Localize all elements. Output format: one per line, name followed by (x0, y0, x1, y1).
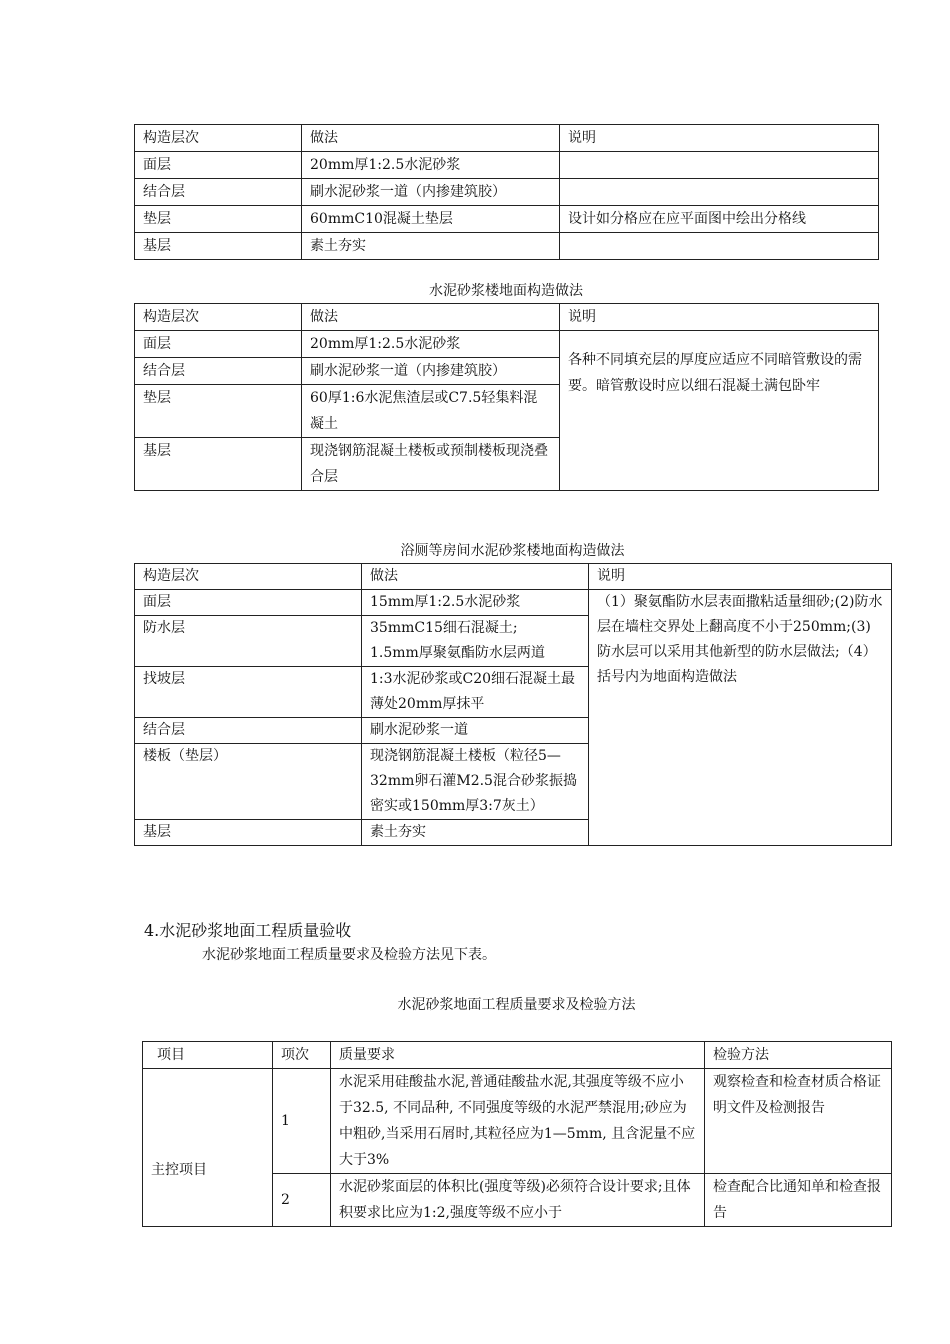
table-cell: 20mm厚1:2.5水泥砂浆 (302, 331, 560, 358)
table-cell: 60厚1:6水泥焦渣层或C7.5轻集料混凝土 (302, 385, 560, 438)
header-cell: 质量要求 (331, 1042, 705, 1069)
table-cell: 现浇钢筋混凝土楼板或预制楼板现浇叠合层 (302, 438, 560, 491)
table-header-row (135, 304, 879, 331)
table-row (135, 331, 879, 358)
header-cell: 构造层次 (135, 564, 362, 590)
table-cell: 防水层 (135, 616, 362, 667)
table-cell: 垫层 (135, 206, 302, 233)
note-cell: 各种不同填充层的厚度应适应不同暗管敷设的需要。暗管敷设时应以细石混凝土满包卧牢 (560, 331, 879, 491)
header-cell: 项目 (143, 1042, 273, 1069)
table-cell: 垫层 (135, 385, 302, 438)
table-cell: 基层 (135, 233, 302, 260)
table-cell: 检查配合比通知单和检查报告 (705, 1174, 892, 1227)
table-cell: 基层 (135, 438, 302, 491)
table-caption: 浴厕等房间水泥砂浆楼地面构造做法 (400, 543, 625, 559)
table-caption: 水泥砂浆地面工程质量要求及检验方法 (397, 997, 636, 1013)
layer-table-3 (134, 563, 892, 846)
section-heading: 4.水泥砂浆地面工程质量验收 (144, 921, 352, 940)
header-cell: 说明 (589, 564, 892, 590)
table-cell: 基层 (135, 820, 362, 846)
table-cell: 15mm厚1:2.5水泥砂浆 (362, 590, 589, 616)
table-cell: 刷水泥砂浆一道（内掺建筑胶） (302, 358, 560, 385)
table-cell: 楼板（垫层） (135, 744, 362, 820)
section-intro: 水泥砂浆地面工程质量要求及检验方法见下表。 (202, 947, 496, 963)
table-cell: 设计如分格应在应平面图中绘出分格线 (560, 206, 879, 233)
table-row (135, 590, 892, 616)
table-cell: 找坡层 (135, 667, 362, 718)
header-cell: 构造层次 (135, 304, 302, 331)
table-cell: 面层 (135, 590, 362, 616)
table-row (135, 233, 879, 260)
header-cell: 检验方法 (705, 1042, 892, 1069)
table-cell: 1:3水泥砂浆或C20细石混凝土最薄处20mm厚抹平 (362, 667, 589, 718)
table-cell: 结合层 (135, 718, 362, 744)
item-number: 1 (273, 1069, 331, 1174)
layer-table-2 (134, 303, 879, 491)
table-row (135, 152, 879, 179)
table-cell: 水泥砂浆面层的体积比(强度等级)必须符合设计要求;且体积要求比应为1:2,强度等级不应小于 (331, 1174, 705, 1227)
table-header-row (135, 564, 892, 590)
header-cell: 做法 (302, 125, 560, 152)
table-cell: 观察检查和检查材质合格证明文件及检测报告 (705, 1069, 892, 1174)
table-cell (560, 233, 879, 260)
header-cell: 构造层次 (135, 125, 302, 152)
table-cell: 35mmC15细石混凝土; 1.5mm厚聚氨酯防水层两道 (362, 616, 589, 667)
table-cell: 结合层 (135, 358, 302, 385)
table-cell: 刷水泥砂浆一道 (362, 718, 589, 744)
table-cell: 60mmC10混凝土垫层 (302, 206, 560, 233)
quality-table (142, 1041, 892, 1227)
table-row (135, 206, 879, 233)
table-cell: 素土夯实 (302, 233, 560, 260)
group-cell: 主控项目 (143, 1069, 273, 1227)
table-cell: 素土夯实 (362, 820, 589, 846)
header-cell: 做法 (302, 304, 560, 331)
table-header-row (135, 125, 879, 152)
item-number: 2 (273, 1174, 331, 1227)
table-cell: 面层 (135, 331, 302, 358)
layer-table-1 (134, 124, 879, 260)
table-cell: 现浇钢筋混凝土楼板（粒径5—32mm卵石灌M2.5混合砂浆振捣密实或150mm厚3:7灰土） (362, 744, 589, 820)
table-row (135, 179, 879, 206)
table-cell: 结合层 (135, 179, 302, 206)
table-row (143, 1069, 892, 1174)
table-cell: 水泥采用硅酸盐水泥,普通硅酸盐水泥,其强度等级不应小于32.5, 不同品种, 不同强度等级的水泥严禁混用;砂应为中粗砂,当采用石屑时,其粒径应为1—5mm, 且含泥量不应大于3% (331, 1069, 705, 1174)
table-cell: 面层 (135, 152, 302, 179)
table-cell: 刷水泥砂浆一道（内掺建筑胶） (302, 179, 560, 206)
note-cell: （1）聚氨酯防水层表面撒粘适量细砂;(2)防水层在墙柱交界处上翻高度不小于250mm;(3)防水层可以采用其他新型的防水层做法;（4）括号内为地面构造做法 (589, 590, 892, 846)
header-cell: 说明 (560, 304, 879, 331)
table-cell (560, 152, 879, 179)
header-cell: 做法 (362, 564, 589, 590)
header-cell: 项次 (273, 1042, 331, 1069)
table-caption: 水泥砂浆楼地面构造做法 (429, 283, 583, 299)
header-cell: 说明 (560, 125, 879, 152)
table-cell: 20mm厚1:2.5水泥砂浆 (302, 152, 560, 179)
table-cell (560, 179, 879, 206)
table-header-row (143, 1042, 892, 1069)
